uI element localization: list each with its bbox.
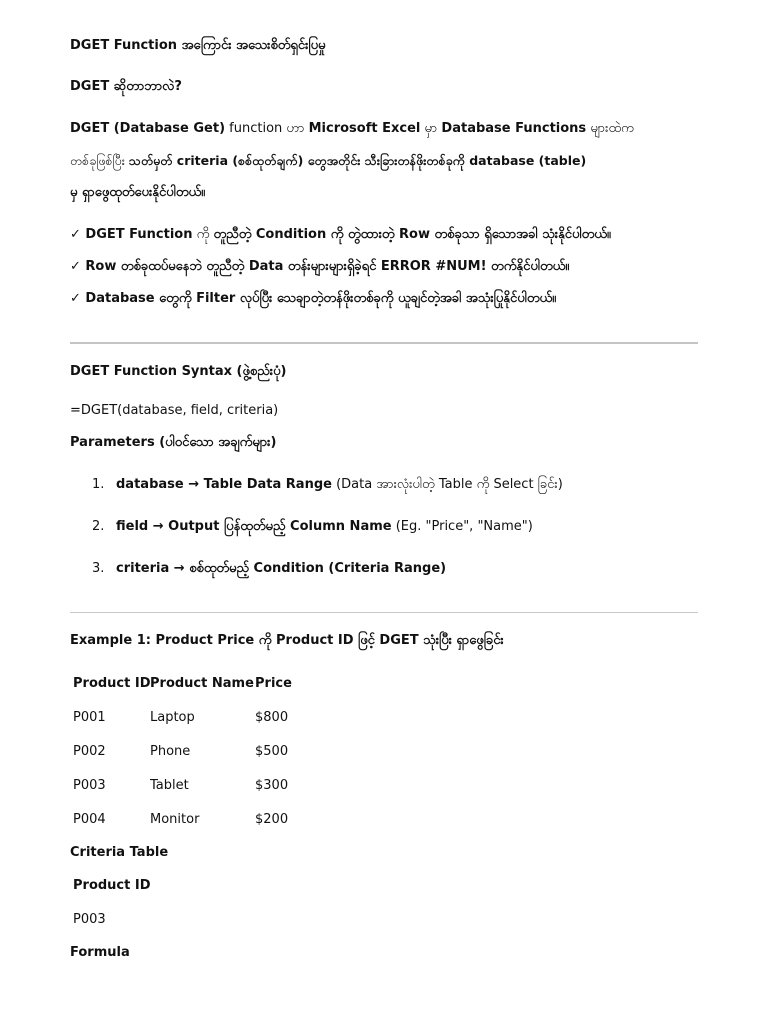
parameter-term: database → Table Data Range — [116, 477, 332, 492]
intro-text: များထဲက — [586, 121, 634, 136]
intro-term: Database Functions — [441, 121, 587, 136]
table-header: Product Name — [150, 676, 254, 691]
bullet-2: ✓ Row တစ်ခုထပ်မနေဘဲ တူညီတဲ့ Data တန်းများများရှိခဲ့ရင် ERROR #NUM! တက်နိုင်ပါတယ်။ — [70, 259, 570, 274]
document-title: DGET Function အကြောင်း အသေးစိတ်ရှင်းပြမှု — [70, 38, 326, 53]
table-cell: $200 — [255, 812, 289, 827]
bullet-1 — [70, 226, 611, 244]
criteria-value: P003 — [73, 912, 106, 927]
intro-line-1 — [70, 120, 634, 138]
table-cell: Monitor — [150, 812, 200, 827]
parameter-note: (Eg. "Price", "Name") — [391, 519, 533, 534]
bullet-text: ကို — [192, 227, 214, 242]
bullet-3: ✓ Database တွေကို Filter လုပ်ပြီး သေချာတဲ့တန်ဖိုးတစ်ခုကို ယူချင်တဲ့အခါ အသုံးပြုနိုင်ပါတယ်။ — [70, 291, 557, 306]
intro-term: သတ်မှတ် criteria (စစ်ထုတ်ချက်) တွေအတိုင်း သီးခြားတန်ဖိုးတစ်ခုကို database (table) — [128, 153, 587, 168]
bullet-text: ✓ DGET Function — [70, 227, 193, 242]
list-number: 3. — [92, 561, 105, 576]
intro-text: function ဟာ — [225, 121, 309, 136]
table-cell: P001 — [73, 710, 106, 725]
table-cell: $500 — [255, 744, 289, 759]
list-number: 1. — [92, 477, 105, 492]
parameter-term: field → Output ပြန်ထုတ်မည့် Column Name — [116, 519, 392, 534]
parameter-term: criteria → စစ်ထုတ်မည့် Condition (Criteria Range) — [116, 561, 447, 576]
intro-line-2 — [70, 152, 586, 170]
table-cell: P004 — [73, 812, 106, 827]
table-cell: Laptop — [150, 710, 195, 725]
section-divider — [70, 612, 698, 613]
example-heading: Example 1: Product Price ကို Product ID ဖြင့် DGET သုံးပြီး ရှာဖွေခြင်း — [70, 633, 504, 648]
table-cell: $800 — [255, 710, 289, 725]
table-cell: P002 — [73, 744, 106, 759]
table-cell: P003 — [73, 778, 106, 793]
parameter-item — [92, 476, 563, 494]
list-number: 2. — [92, 519, 105, 534]
section-divider — [70, 342, 698, 344]
intro-term: Microsoft Excel — [308, 121, 421, 136]
parameter-item — [92, 560, 446, 578]
parameters-heading: Parameters (ပါဝင်သော အချက်များ) — [70, 435, 277, 450]
intro-term: DGET (Database Get) — [70, 121, 226, 136]
table-cell: Tablet — [150, 778, 189, 793]
table-cell: Phone — [150, 744, 191, 759]
syntax-heading: DGET Function Syntax (ဖွဲ့စည်းပုံ) — [70, 364, 287, 379]
what-is-heading: DGET ဆိုတာဘာလဲ? — [70, 79, 182, 94]
criteria-header: Product ID — [73, 878, 151, 893]
syntax-formula: =DGET(database, field, criteria) — [70, 403, 279, 418]
table-cell: $300 — [255, 778, 289, 793]
formula-heading: Formula — [70, 945, 130, 960]
table-header: Product ID — [73, 676, 151, 691]
intro-line-3: မှ ရှာဖွေထုတ်ပေးနိုင်ပါတယ်။ — [70, 185, 206, 200]
intro-text: မှာ — [420, 121, 442, 136]
parameter-item — [92, 518, 533, 536]
parameter-note: (Data အားလုံးပါတဲ့ Table ကို Select ခြင်း) — [331, 477, 563, 492]
intro-text: တစ်ခုဖြစ်ပြီး — [70, 153, 129, 168]
table-header: Price — [255, 676, 292, 691]
criteria-heading: Criteria Table — [70, 845, 169, 860]
bullet-text: တူညီတဲ့ Condition ကို တွဲထားတဲ့ Row တစ်ခုသာ ရှိသောအခါ သုံးနိုင်ပါတယ်။ — [213, 227, 611, 242]
